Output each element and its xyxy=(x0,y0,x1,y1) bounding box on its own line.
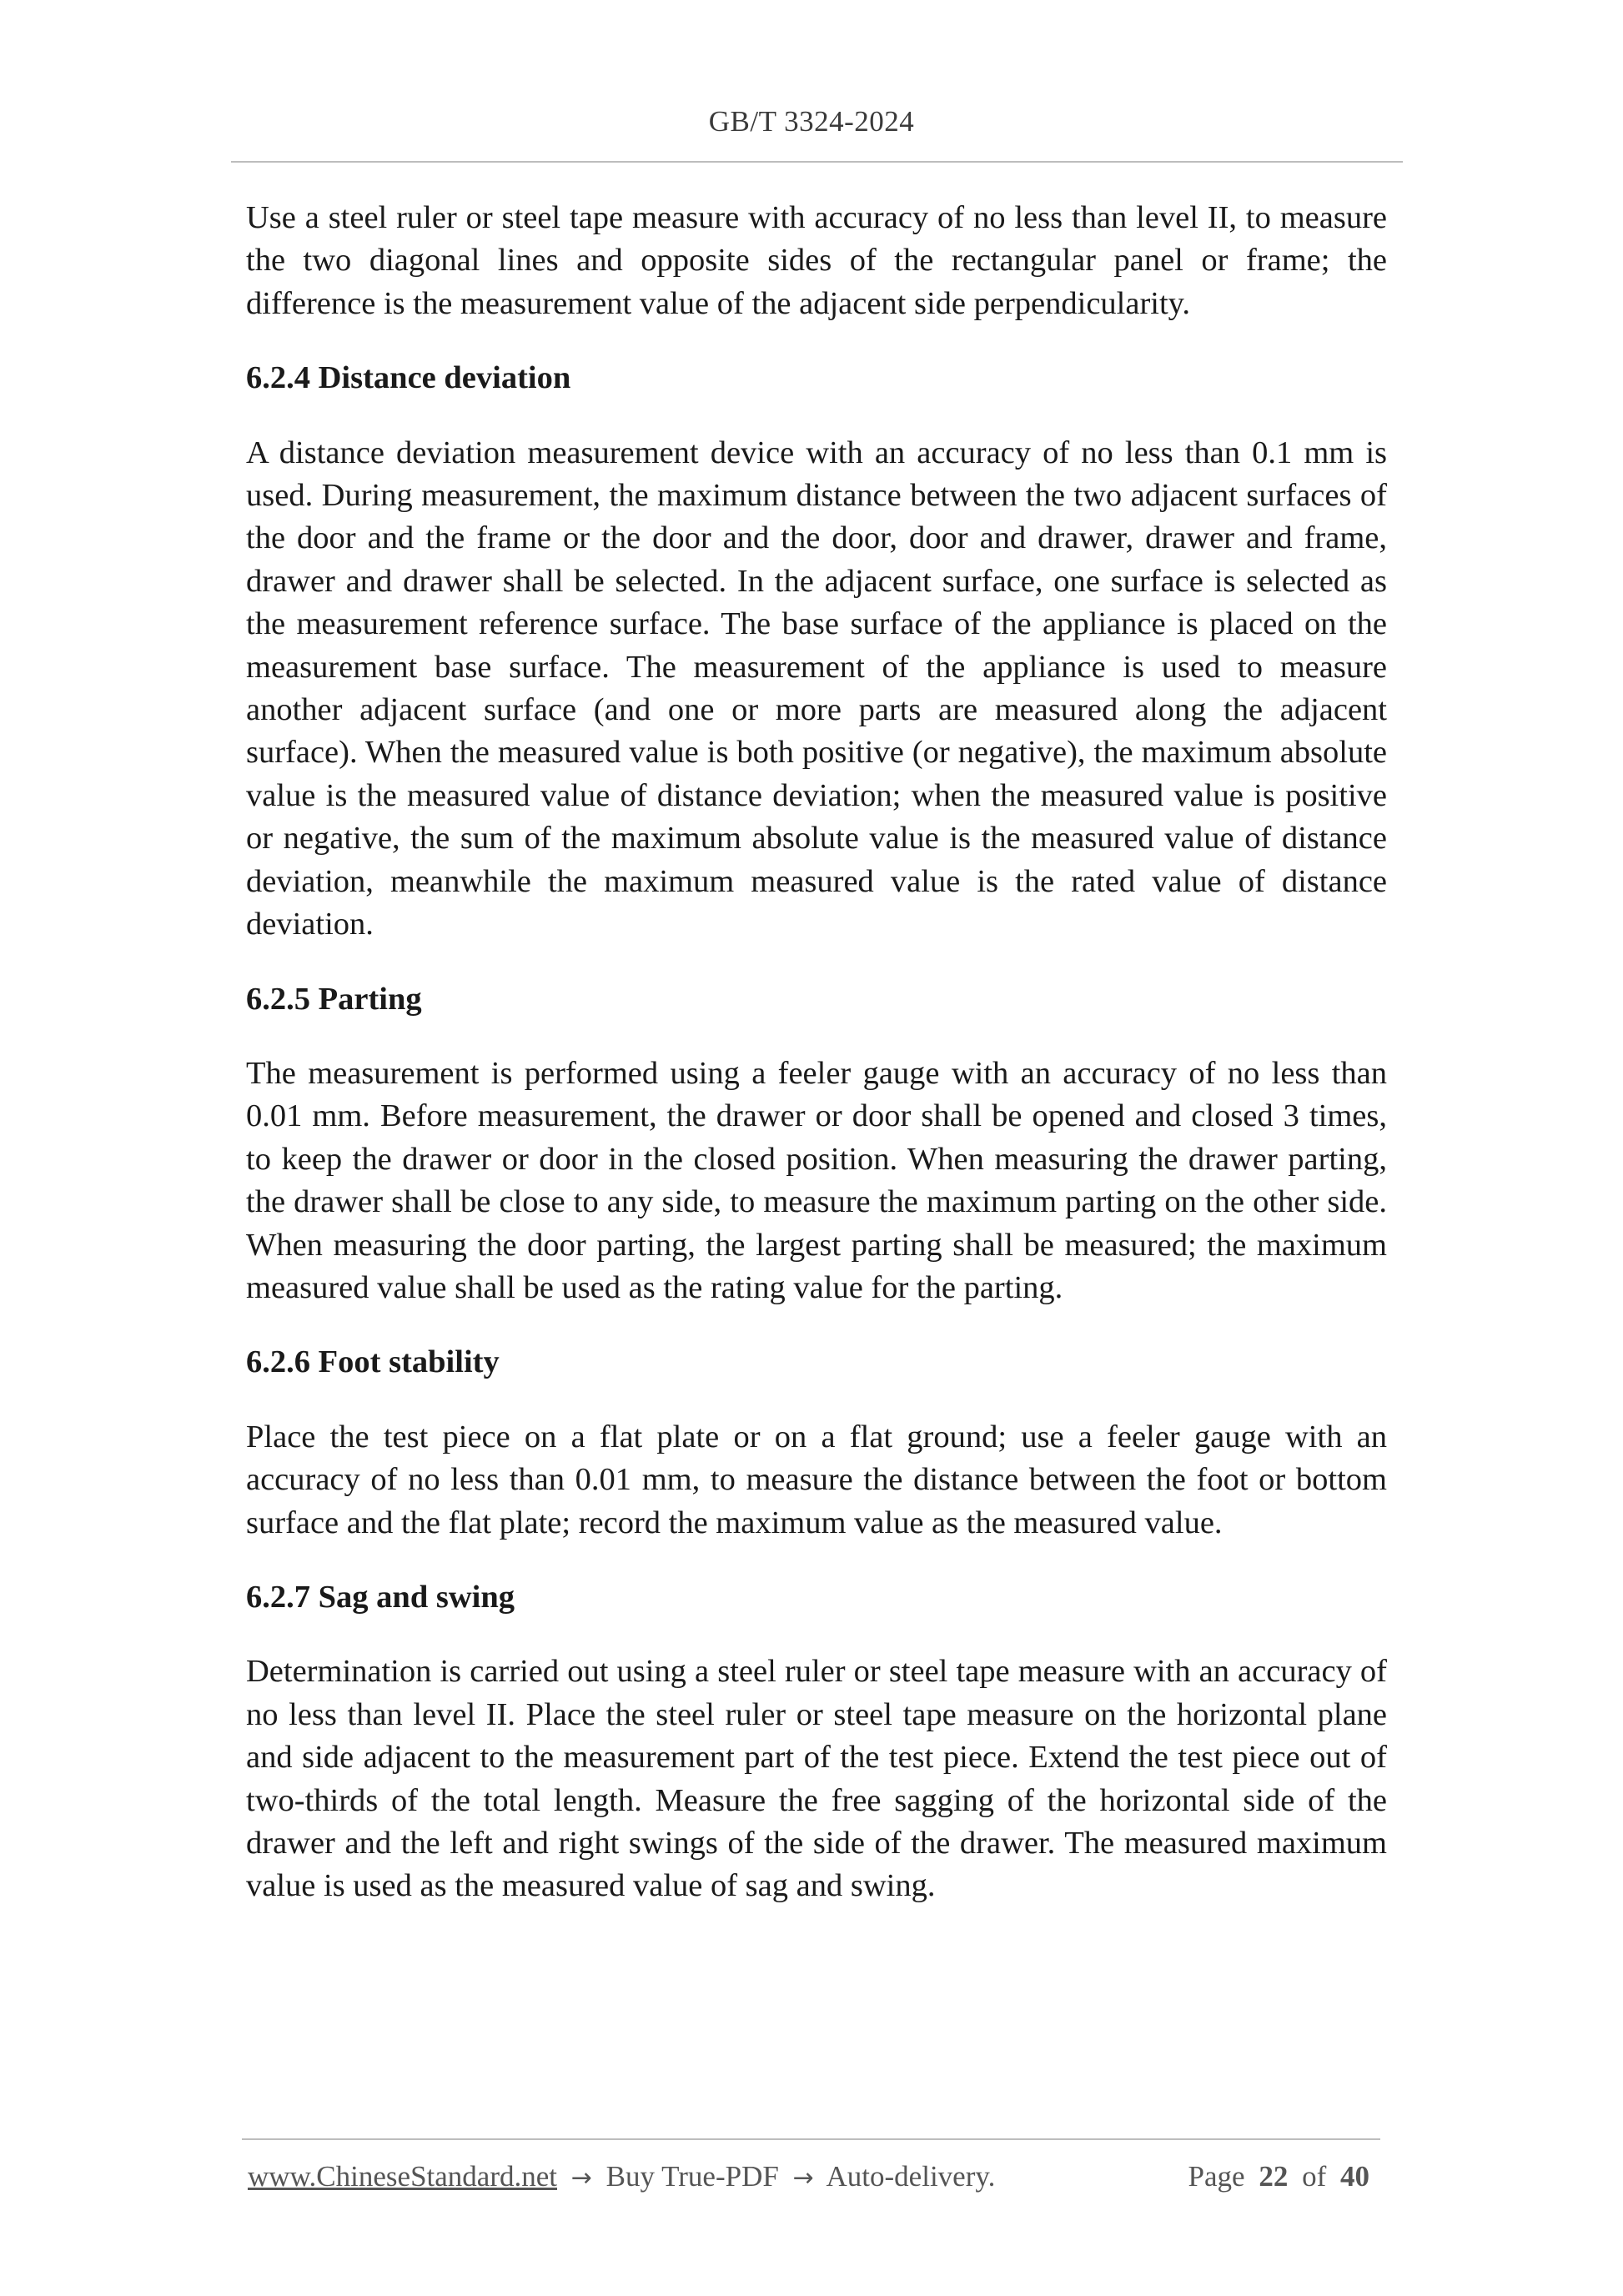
header-divider xyxy=(231,161,1403,163)
document-code-header: GB/T 3324-2024 xyxy=(708,105,915,138)
paragraph-foot-stability: Place the test piece on a flat plate or on a flat ground; use a feeler gauge with an accuracy of no less than 0.01 mm, to measure the distance between the foot or bottom surface and the flat plate; record the maximum value as the measured value. xyxy=(246,1419,1387,1540)
page-footer xyxy=(248,2160,1376,2193)
footer-links xyxy=(248,2160,995,2193)
paragraph-parting: The measurement is performed using a feeler gauge with an accuracy of no less than 0.01 mm. Before measurement, the drawer or door shall be opened and closed 3 times, to keep the drawer or door in the closed position. When measuring the drawer parting, the drawer shall be close to any side, to measure the maximum parting on the other side. When measuring the door parting, the largest parting shall be measured; the maximum measured value shall be used as the rating value for the parting. xyxy=(246,1055,1387,1305)
document-body xyxy=(246,197,1387,1908)
page-current: 22 xyxy=(1259,2160,1289,2193)
arrow-right-icon: → xyxy=(570,2163,592,2193)
auto-delivery-text: Auto-delivery. xyxy=(826,2160,996,2193)
page-label: Page xyxy=(1188,2160,1245,2193)
paragraph-sag-and-swing: Determination is carried out using a steel ruler or steel tape measure with an accuracy of no less than level II. Place the steel ruler or steel tape measure on the horizontal plane and side adjacent to the measurement part of the test piece. Extend the test piece out of two-thirds of the total length. Measure the free sagging of the horizontal side of the drawer and the left and right swings of the side of the drawer. The measured maximum value is used as the measured value of sag and swing. xyxy=(246,1654,1387,1904)
chinesestandard-link[interactable]: www.ChineseStandard.net xyxy=(248,2160,557,2193)
page-of-label: of xyxy=(1302,2160,1327,2193)
footer-divider xyxy=(242,2138,1380,2140)
paragraph-distance-deviation: A distance deviation measurement device with an accuracy of no less than 0.1 mm is used. During measurement, the maximum distance between the two adjacent surfaces of the door and the frame or the door and the door, door and drawer, drawer and frame, drawer and drawer shall be selected. In the adjacent surface, one surface is selected as the measurement reference surface. The base surface of the appliance is placed on the measurement base surface. The measurement of the appliance is used to measure another adjacent surface (and one or more parts are measured along the adjacent surface). When the measured value is both positive (or negative), the maximum absolute value is the measured value of distance deviation; when the measured value is positive or negative, the sum of the maximum absolute value is the measured value of distance deviation, meanwhile the maximum measured value is the rated value of distance deviation. xyxy=(246,435,1387,942)
paragraph-perpendicularity: Use a steel ruler or steel tape measure with accuracy of no less than level II, to measure the two diagonal lines and opposite sides of the rectangular panel or frame; the difference is the measurement value of the adjacent side perpendicularity. xyxy=(246,200,1387,321)
section-heading-sag-and-swing: 6.2.7 Sag and swing xyxy=(246,1579,515,1615)
page-total: 40 xyxy=(1340,2160,1369,2193)
section-heading-parting: 6.2.5 Parting xyxy=(246,981,422,1017)
section-heading-distance-deviation: 6.2.4 Distance deviation xyxy=(246,360,571,396)
buy-true-pdf-text: Buy True-PDF xyxy=(605,2160,779,2193)
arrow-right-icon: → xyxy=(792,2163,814,2193)
page-number xyxy=(1188,2160,1376,2193)
section-heading-foot-stability: 6.2.6 Foot stability xyxy=(246,1344,500,1380)
